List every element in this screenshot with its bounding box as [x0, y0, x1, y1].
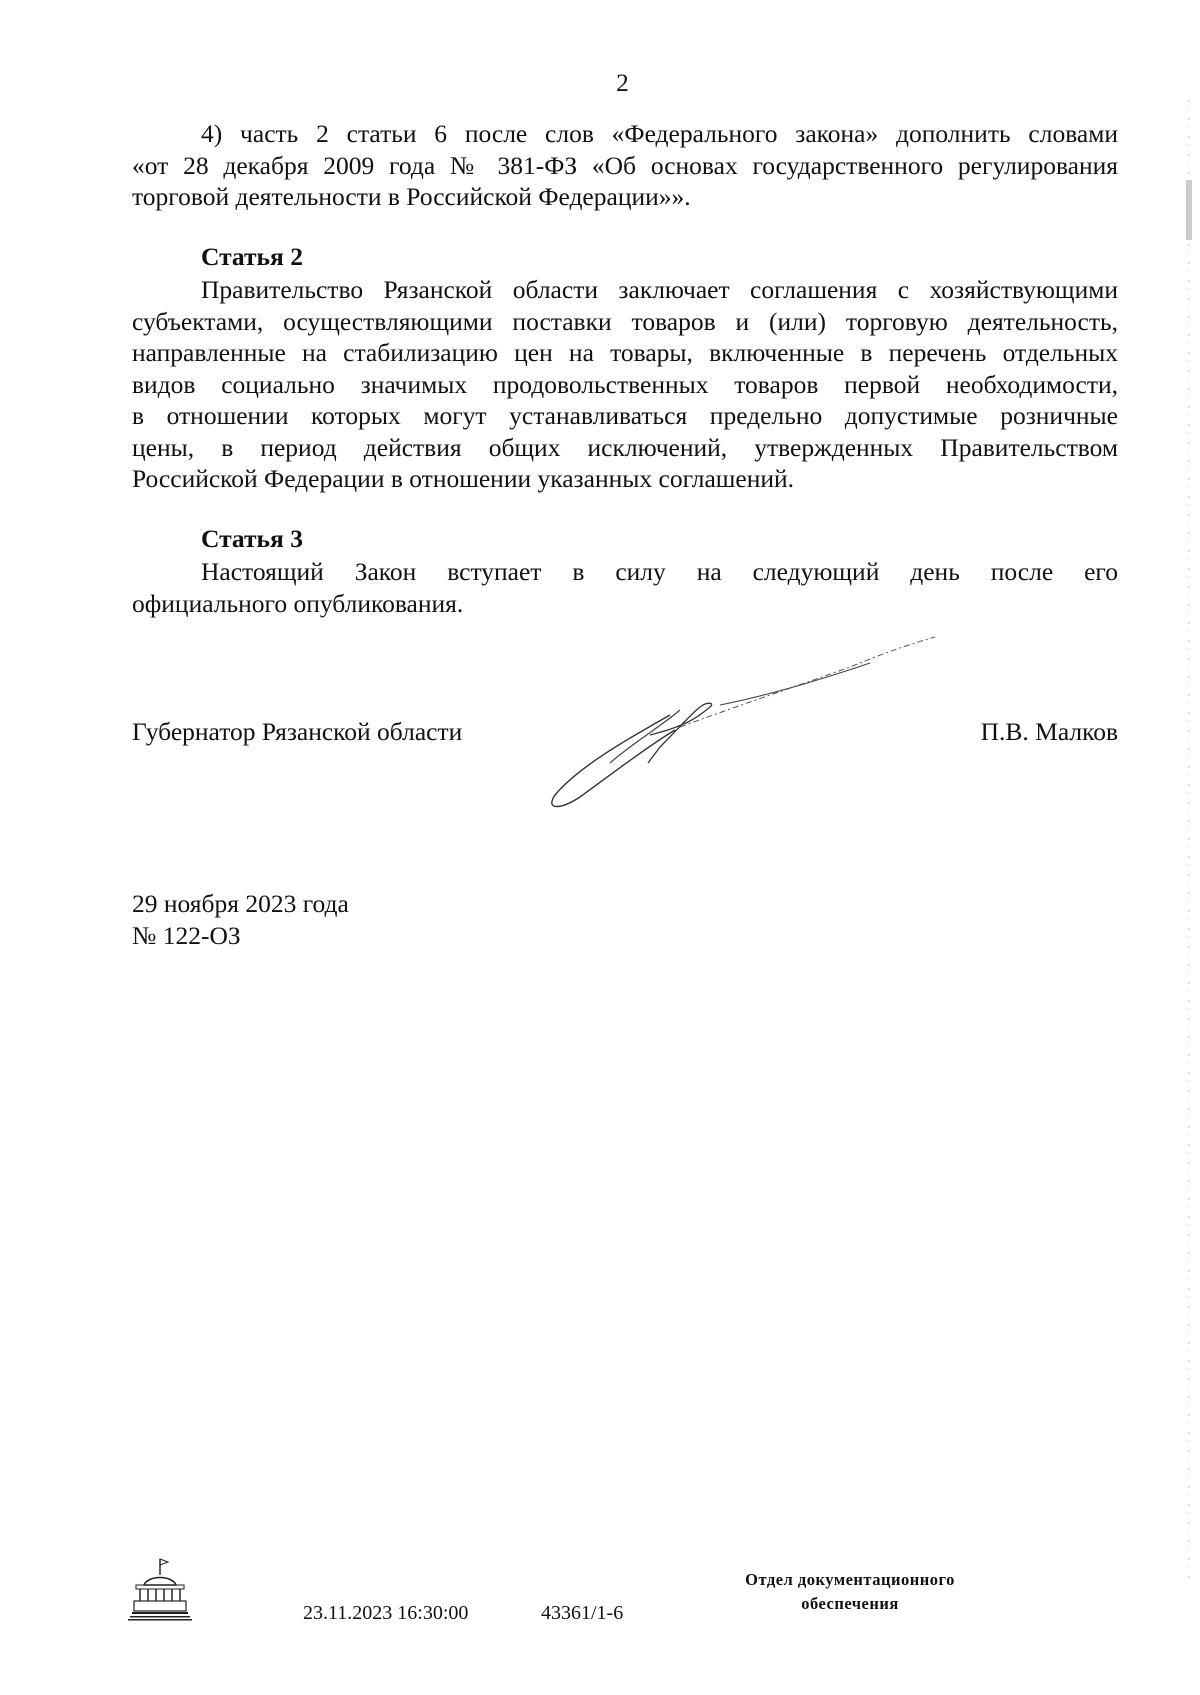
article-3-heading: Статья 3 [201, 524, 303, 553]
paragraph-line: Правительство Рязанской области заключает соглашения с хозяйствующими [201, 275, 1118, 304]
article-2-heading: Статья 2 [201, 242, 303, 271]
department-stamp [700, 1568, 1000, 1616]
paragraph-line: Настоящий Закон вступает в силу на следующий день после его [201, 557, 1118, 586]
signatory-position: Губернатор Рязанской области [132, 717, 463, 746]
paragraph-line: «от 28 декабря 2009 года № 381-ФЗ «Об основах государственного регулирования [132, 150, 1118, 180]
signatory-name: П.В. Малков [980, 717, 1118, 746]
paragraph-line: видов социально значимых продовольственных товаров первой необходимости, [132, 369, 1118, 399]
paragraph-line: официального опубликования. [132, 588, 464, 618]
registration-number: 43361/1-6 [541, 1602, 624, 1624]
page-number: 2 [616, 70, 629, 97]
paragraph-line: 4) часть 2 статьи 6 после слов «Федерального закона» дополнить словами [201, 119, 1118, 148]
paragraph-line: в отношении которых могут устанавливаться предельно допустимые розничные [132, 401, 1118, 430]
article-3-text [132, 556, 1118, 619]
handwritten-signature [540, 635, 940, 815]
law-date-block [132, 888, 349, 951]
law-date: 29 ноября 2023 года [132, 889, 349, 918]
department-line: Отдел документационного [745, 1570, 955, 1589]
paragraph-line: Российской Федерации в отношении указанных соглашений. [132, 464, 795, 493]
duma-building-icon [126, 1555, 194, 1623]
paragraph-amendment-4 [132, 118, 1118, 213]
paragraph-line: цены, в период действия общих исключений, утвержденных Правительством [132, 432, 1118, 462]
department-line: обеспечения [801, 1594, 899, 1613]
paragraph-line: направленные на стабилизацию цен на товары, включенные в перечень отдельных [132, 338, 1118, 367]
law-number: № 122-ОЗ [132, 920, 241, 950]
article-2-text [132, 274, 1118, 495]
registration-datetime: 23.11.2023 16:30:00 [303, 1602, 469, 1624]
scan-edge-marks [1186, 100, 1192, 1580]
paragraph-line: торговой деятельности в Российской Федерации»». [132, 182, 691, 211]
paragraph-line: субъектами, осуществляющими поставки товаров и (или) торговую деятельность, [132, 306, 1118, 336]
